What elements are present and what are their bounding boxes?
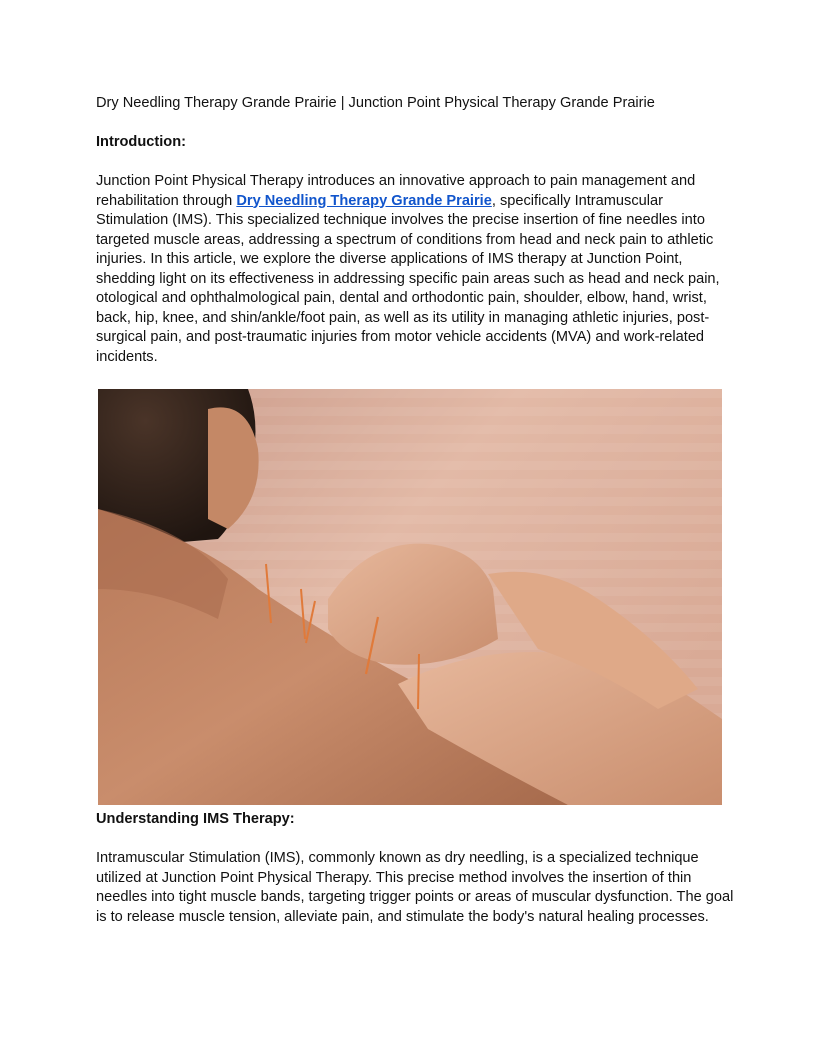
dry-needling-photo [98,389,722,805]
needle-5 [418,654,419,709]
document-title: Dry Needling Therapy Grande Prairie | Junction Point Physical Therapy Grande Prairie [96,95,655,111]
section-ims [96,810,736,927]
intro-text-after-link: , specifically Intramuscular Stimulation (IMS). This specialized technique involves the precise insertion of fine needles into targeted muscle areas, addressing a spectrum of conditions from head and neck pain to athletic injuries. In this article, we explore the diverse applications of IMS therapy at Junction Point, shedding light on its effectiveness in addressing specific pain areas such as head and neck pain, otological and ophthalmological pain, dental and orthodontic pain, shoulder, elbow, hand, wrist, back, hip, knee, and shin/ankle/foot pain, as well as its utility in managing athletic injuries, post-surgical pain, and post-traumatic injuries from motor vehicle accidents (MVA) and work-related incidents. [96,192,720,365]
dry-needling-link[interactable]: Dry Needling Therapy Grande Prairie [236,192,492,209]
document-body [96,94,736,367]
section2-heading: Understanding IMS Therapy: [96,811,295,827]
intro-text-before-link: Junction Point Physical Therapy introduces an innovative approach to pain management and rehabilitation through [96,173,696,209]
intro-heading: Introduction: [96,134,186,150]
intro-paragraph [96,172,736,367]
section2-paragraph: Intramuscular Stimulation (IMS), commonly known as dry needling, is a specialized technique utilized at Junction Point Physical Therapy. This precise method involves the insertion of thin needles into tight muscle bands, targeting trigger points or areas of muscular dysfunction. The goal is to release muscle tension, alleviate pain, and stimulate the body's natural healing processes. [96,850,734,925]
